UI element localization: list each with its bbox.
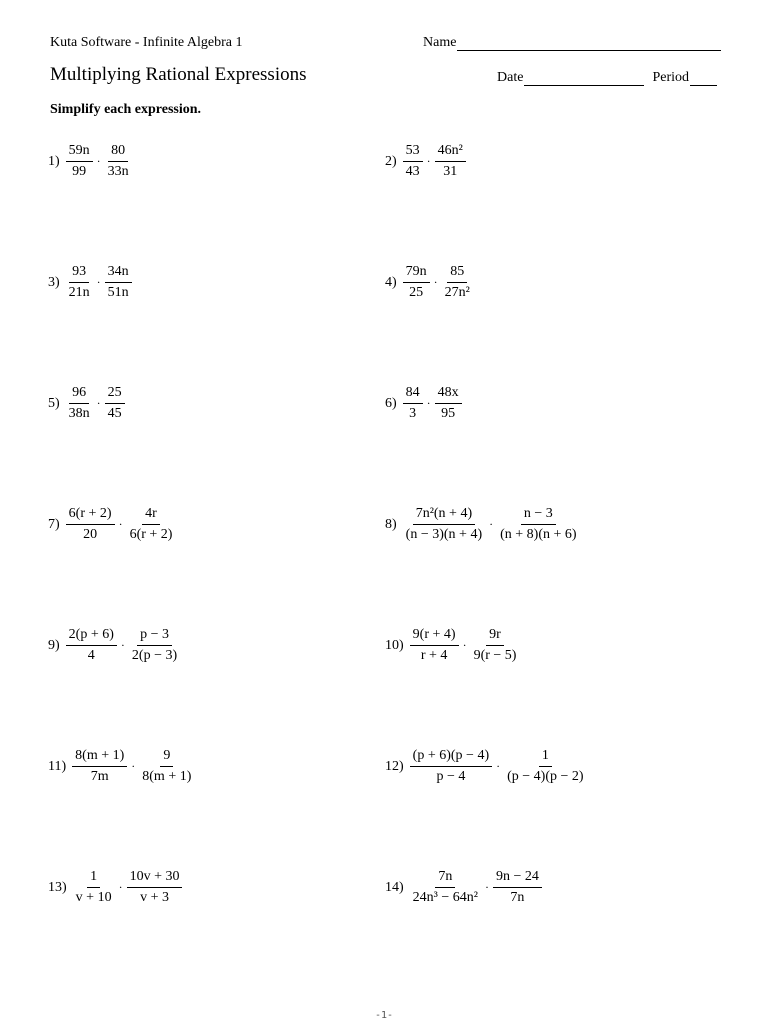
multiply-dot: · <box>96 154 101 168</box>
problem-item <box>385 385 462 422</box>
problem-item <box>48 385 125 422</box>
problem-number: 2) <box>385 153 397 169</box>
problem-item <box>48 506 175 543</box>
fraction-numerator: 59n <box>66 143 93 162</box>
problem-item <box>48 748 194 785</box>
first-fraction <box>410 627 459 664</box>
instructions: Simplify each expression. <box>50 102 202 117</box>
multiply-dot: · <box>120 638 125 652</box>
problem-item <box>385 627 519 664</box>
second-fraction <box>127 869 183 906</box>
problem-number: 5) <box>48 395 60 411</box>
fraction-numerator: p − 3 <box>137 627 172 646</box>
multiply-dot: · <box>433 275 438 289</box>
fraction-denominator: 8(m + 1) <box>142 769 192 784</box>
fraction-numerator: 10v + 30 <box>127 869 183 888</box>
second-fraction <box>471 627 520 664</box>
fraction-numerator: 53 <box>403 143 423 162</box>
fraction-denominator: 45 <box>107 406 122 421</box>
fraction-denominator: 31 <box>443 164 458 179</box>
fraction-numerator: 4r <box>142 506 160 525</box>
second-fraction <box>129 627 180 664</box>
period-blank-line[interactable] <box>690 70 717 86</box>
fraction-numerator: n − 3 <box>521 506 556 525</box>
fraction-denominator: 95 <box>441 406 456 421</box>
page-number: -1- <box>374 1010 394 1021</box>
first-fraction <box>410 748 492 785</box>
multiply-dot: · <box>462 638 467 652</box>
fraction-numerator: 80 <box>108 143 128 162</box>
problem-item <box>385 506 580 543</box>
fraction-numerator: 8(m + 1) <box>72 748 127 767</box>
first-fraction <box>403 385 423 422</box>
problem-number: 1) <box>48 153 60 169</box>
fraction-denominator: v + 10 <box>75 890 112 905</box>
fraction-numerator: 9n − 24 <box>493 869 542 888</box>
fraction-numerator: 85 <box>447 264 467 283</box>
fraction-denominator: 9(r − 5) <box>473 648 517 663</box>
fraction-numerator: 25 <box>105 385 125 404</box>
problem-number: 10) <box>385 637 404 653</box>
fraction-numerator: 1 <box>87 869 100 888</box>
fraction-denominator: 33n <box>107 164 129 179</box>
fraction-numerator: 96 <box>69 385 89 404</box>
multiply-dot: · <box>118 517 123 531</box>
fraction-denominator: v + 3 <box>140 890 169 905</box>
first-fraction <box>403 506 485 543</box>
problem-number: 8) <box>385 516 397 532</box>
multiply-dot: · <box>496 759 501 773</box>
problem-number: 4) <box>385 274 397 290</box>
multiply-dot: · <box>96 275 101 289</box>
problem-number: 6) <box>385 395 397 411</box>
second-fraction <box>435 385 462 422</box>
fraction-denominator: 43 <box>405 164 420 179</box>
fraction-denominator: 7m <box>90 769 109 784</box>
fraction-denominator: (p − 4)(p − 2) <box>507 769 584 784</box>
fraction-numerator: 9(r + 4) <box>410 627 459 646</box>
multiply-dot: · <box>426 396 431 410</box>
multiply-dot: · <box>118 880 123 894</box>
date-blank-line[interactable] <box>524 70 644 86</box>
multiply-dot: · <box>426 154 431 168</box>
brand-text: Kuta Software - Infinite Algebra 1 <box>50 35 243 50</box>
problem-number: 9) <box>48 637 60 653</box>
problem-item <box>385 143 466 180</box>
worksheet-title: Multiplying Rational Expressions <box>50 64 307 85</box>
multiply-dot: · <box>484 880 489 894</box>
period-label: Period <box>652 70 689 85</box>
fraction-numerator: (p + 6)(p − 4) <box>410 748 492 767</box>
fraction-denominator: 38n <box>68 406 90 421</box>
problem-item <box>385 264 473 301</box>
fraction-numerator: 1 <box>539 748 552 767</box>
second-fraction <box>493 869 542 906</box>
name-field[interactable] <box>423 35 721 51</box>
fraction-denominator: 3 <box>409 406 417 421</box>
first-fraction <box>72 748 127 785</box>
second-fraction <box>497 506 579 543</box>
second-fraction <box>442 264 473 301</box>
second-fraction <box>139 748 194 785</box>
name-label: Name <box>423 35 457 50</box>
second-fraction <box>105 143 132 180</box>
first-fraction <box>73 869 115 906</box>
first-fraction <box>66 264 93 301</box>
fraction-denominator: r + 4 <box>420 648 448 663</box>
multiply-dot: · <box>96 396 101 410</box>
fraction-numerator: 7n <box>435 869 455 888</box>
problem-item <box>385 869 542 906</box>
fraction-denominator: 25 <box>409 285 424 300</box>
fraction-denominator: (n + 8)(n + 6) <box>500 527 577 542</box>
fraction-denominator: 27n² <box>444 285 470 300</box>
problem-item <box>48 869 182 906</box>
name-blank-line[interactable] <box>457 35 721 51</box>
fraction-numerator: 9 <box>160 748 173 767</box>
fraction-denominator: 2(p − 3) <box>131 648 178 663</box>
fraction-numerator: 6(r + 2) <box>66 506 115 525</box>
fraction-numerator: 84 <box>403 385 423 404</box>
fraction-numerator: 34n <box>105 264 132 283</box>
first-fraction <box>66 627 117 664</box>
fraction-numerator: 9r <box>486 627 504 646</box>
fraction-denominator: 51n <box>107 285 129 300</box>
problem-item <box>48 627 180 664</box>
fraction-denominator: 99 <box>72 164 87 179</box>
problem-number: 14) <box>385 879 404 895</box>
multiply-dot: · <box>131 759 136 773</box>
first-fraction <box>66 385 93 422</box>
fraction-denominator: 4 <box>87 648 95 663</box>
fraction-numerator: 48x <box>435 385 462 404</box>
fraction-denominator: 21n <box>68 285 90 300</box>
fraction-numerator: 2(p + 6) <box>66 627 117 646</box>
second-fraction <box>105 385 125 422</box>
fraction-denominator: (n − 3)(n + 4) <box>405 527 483 542</box>
first-fraction <box>66 143 93 180</box>
problem-number: 7) <box>48 516 60 532</box>
fraction-denominator: 20 <box>83 527 98 542</box>
problem-item <box>48 264 132 301</box>
second-fraction <box>435 143 466 180</box>
first-fraction <box>403 264 430 301</box>
second-fraction <box>504 748 586 785</box>
first-fraction <box>66 506 115 543</box>
fraction-numerator: 7n²(n + 4) <box>413 506 475 525</box>
fraction-numerator: 93 <box>69 264 89 283</box>
first-fraction <box>403 143 423 180</box>
problem-item <box>48 143 132 180</box>
first-fraction <box>410 869 481 906</box>
fraction-numerator: 46n² <box>435 143 466 162</box>
problem-item <box>385 748 587 785</box>
fraction-denominator: 6(r + 2) <box>129 527 173 542</box>
problem-number: 11) <box>48 758 67 774</box>
problem-number: 12) <box>385 758 404 774</box>
second-fraction <box>105 264 132 301</box>
problem-number: 13) <box>48 879 67 895</box>
fraction-denominator: 24n³ − 64n² <box>412 890 478 905</box>
problem-number: 3) <box>48 274 60 290</box>
fraction-denominator: 7n <box>510 890 525 905</box>
date-period-fields <box>497 70 717 86</box>
multiply-dot: · <box>489 517 494 531</box>
fraction-numerator: 79n <box>403 264 430 283</box>
second-fraction <box>127 506 176 543</box>
fraction-denominator: p − 4 <box>436 769 466 784</box>
date-label: Date <box>497 70 524 85</box>
